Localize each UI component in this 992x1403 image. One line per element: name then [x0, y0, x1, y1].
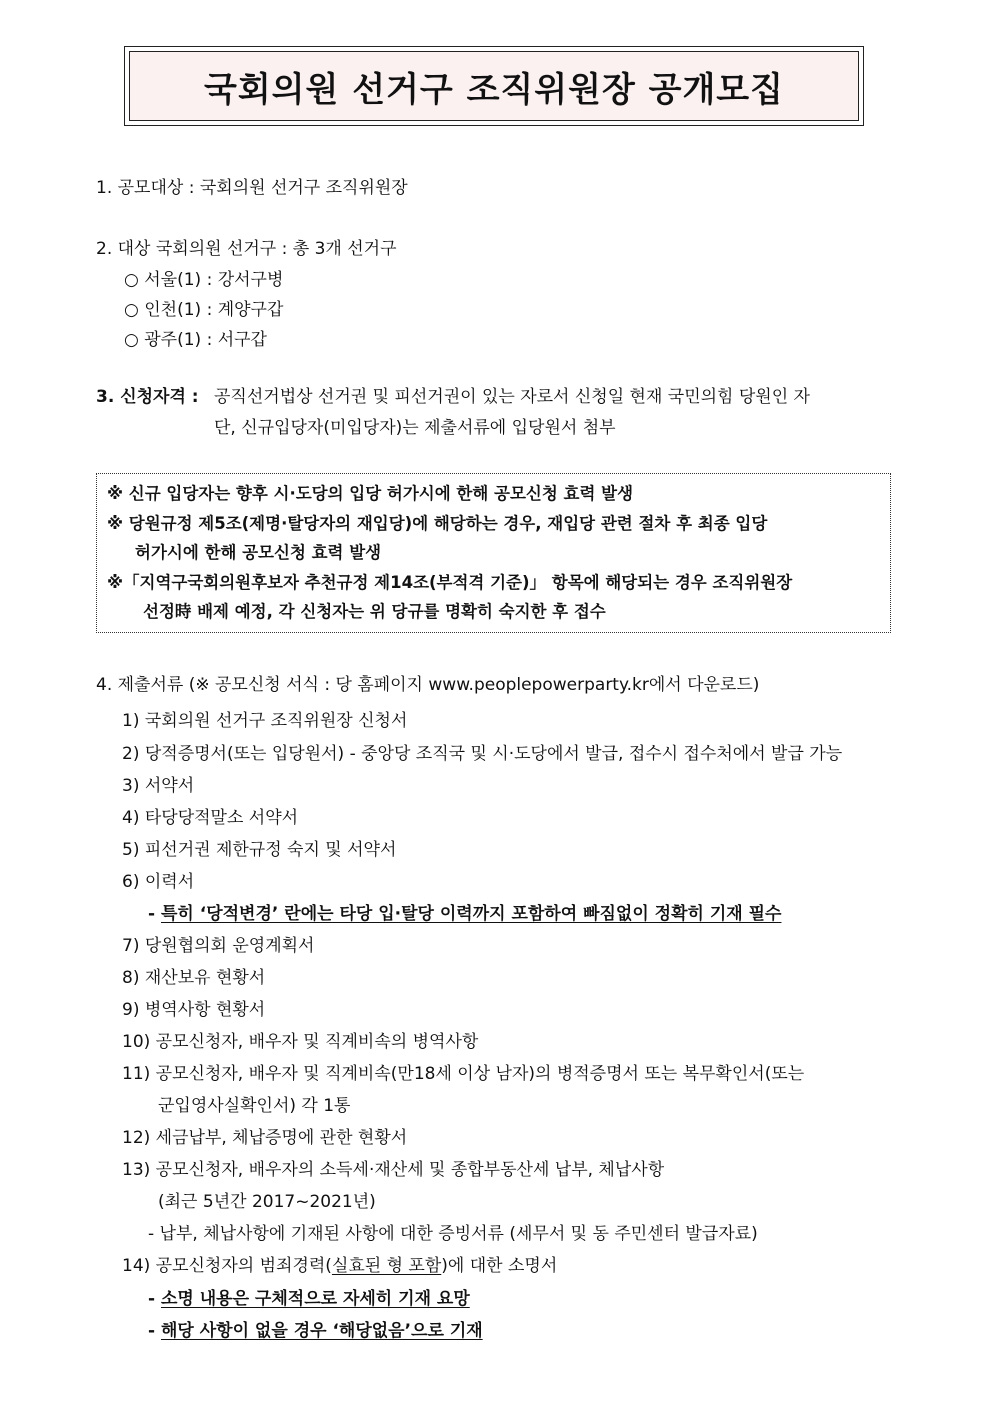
- section-4-heading: 4. 제출서류 (※ 공모신청 서식 : 당 홈페이지 www.peoplepowerparty.kr에서 다운로드): [96, 675, 760, 695]
- section-3-label: 3. 신청자격 :: [96, 387, 199, 407]
- district-item: ○ 인천(1) : 계양구갑: [124, 300, 284, 320]
- document-item: 4) 타당당적말소 서약서: [122, 808, 299, 828]
- document-item-continued: 군입영사실확인서) 각 1통: [158, 1096, 351, 1116]
- document-item: 12) 세금납부, 체납증명에 관한 현황서: [122, 1128, 408, 1148]
- eligibility-line-2: 단, 신규입당자(미입당자)는 제출서류에 입당원서 첨부: [214, 418, 616, 438]
- document-item: 11) 공모신청자, 배우자 및 직계비속(만18세 이상 남자)의 병적증명서 또는 복무확인서(또는: [122, 1064, 805, 1084]
- document-item: 13) 공모신청자, 배우자의 소득세·재산세 및 종합부동산세 납부, 체납사항: [122, 1160, 665, 1180]
- district-item: ○ 광주(1) : 서구갑: [124, 330, 267, 350]
- notice-line: 선정時 배제 예정, 각 신청자는 위 당규를 명확히 숙지한 후 접수: [143, 602, 606, 621]
- eligibility-line-1: 공직선거법상 선거권 및 피선거권이 있는 자로서 신청일 현재 국민의힘 당원인 자: [214, 387, 810, 407]
- document-item: 6) 이력서: [122, 872, 195, 892]
- document-item: 2) 당적증명서(또는 입당원서) - 중앙당 조직국 및 시·도당에서 발급, 접수시 접수처에서 발급 가능: [122, 744, 843, 764]
- notice-box: [96, 473, 891, 633]
- item-14-note-text: 해당 사항이 없을 경우 ‘해당없음’으로 기재: [160, 1321, 483, 1341]
- document-item: 9) 병역사항 현황서: [122, 1000, 266, 1020]
- title-box: [124, 46, 864, 126]
- document-item-continued: (최근 5년간 2017~2021년): [158, 1192, 376, 1212]
- section-2-heading: 2. 대상 국회의원 선거구 : 총 3개 선거구: [96, 239, 397, 259]
- item-14-note: - 소명 내용은 구체적으로 자세히 기재 요망: [148, 1289, 470, 1309]
- page-title: 국회의원 선거구 조직위원장 공개모집: [203, 69, 784, 110]
- item-6-note: - 특히 ‘당적변경’ 란에는 타당 입·탈당 이력까지 포함하여 빠짐없이 정확히 기재 필수: [148, 904, 782, 924]
- document-item: 10) 공모신청자, 배우자 및 직계비속의 병역사항: [122, 1032, 479, 1052]
- item-6-note-text: 특히 ‘당적변경’ 란에는 타당 입·탈당 이력까지 포함하여 빠짐없이 정확히 기재 필수: [160, 904, 782, 924]
- district-item: ○ 서울(1) : 강서구병: [124, 270, 284, 290]
- item-14-underlined: 실효된 형 포함: [331, 1256, 442, 1276]
- document-item: 3) 서약서: [122, 776, 195, 796]
- notice-line: ※ 당원규정 제5조(제명·탈당자의 재입당)에 해당하는 경우, 재입당 관련 절차 후 최종 입당: [107, 514, 768, 533]
- document-item-14: 14) 공모신청자의 범죄경력(실효된 형 포함)에 대한 소명서: [122, 1256, 558, 1276]
- item-14-note: - 해당 사항이 없을 경우 ‘해당없음’으로 기재: [148, 1321, 483, 1341]
- notice-line: 허가시에 한해 공모신청 효력 발생: [135, 543, 382, 562]
- document-item: 5) 피선거권 제한규정 숙지 및 서약서: [122, 840, 397, 860]
- item-13-note: - 납부, 체납사항에 기재된 사항에 대한 증빙서류 (세무서 및 동 주민센터 발급자료): [148, 1224, 758, 1244]
- document-item: 7) 당원협의회 운영계획서: [122, 936, 315, 956]
- item-14-note-text: 소명 내용은 구체적으로 자세히 기재 요망: [160, 1289, 470, 1309]
- notice-line: ※「지역구국회의원후보자 추천규정 제14조(부적격 기준)」 항목에 해당되는 경우 조직위원장: [107, 573, 793, 592]
- document-item: 1) 국회의원 선거구 조직위원장 신청서: [122, 711, 408, 731]
- section-1-target: 1. 공모대상 : 국회의원 선거구 조직위원장: [96, 178, 408, 198]
- notice-line: ※ 신규 입당자는 향후 시·도당의 입당 허가시에 한해 공모신청 효력 발생: [107, 484, 634, 503]
- document-item: 8) 재산보유 현황서: [122, 968, 266, 988]
